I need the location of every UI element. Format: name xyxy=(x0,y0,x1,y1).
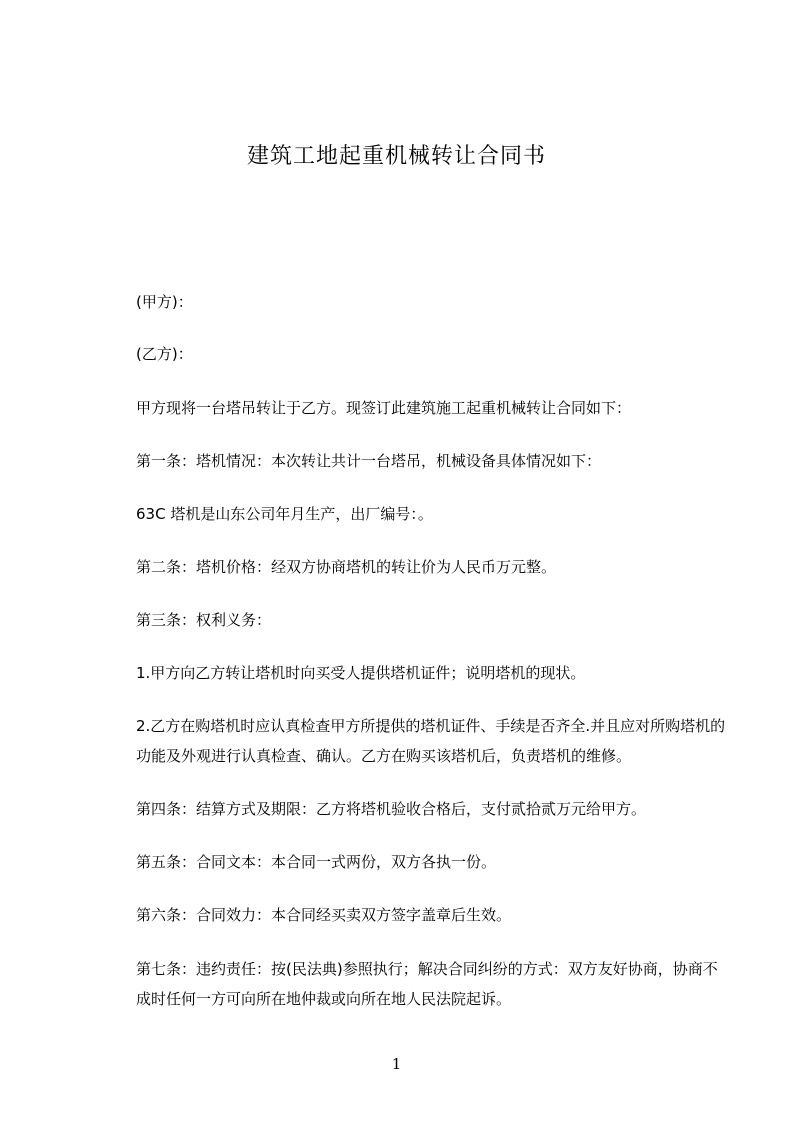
party-a-line: (甲方)： xyxy=(136,293,193,311)
article-4: 第四条：结算方式及期限：乙方将塔机验收合格后，支付贰拾贰万元给甲方。 xyxy=(136,800,647,818)
article-3-item-1: 1.甲方向乙方转让塔机时向买受人提供塔机证件；说明塔机的现状。 xyxy=(136,664,586,682)
article-5: 第五条：合同文本：本合同一式两份，双方各执一份。 xyxy=(136,853,497,871)
article-6: 第六条：合同效力：本合同经买卖双方签字盖章后生效。 xyxy=(136,906,512,924)
document-title: 建筑工地起重机械转让合同书 xyxy=(246,144,546,169)
article-3: 第三条：权利义务： xyxy=(136,611,272,629)
party-b-line: (乙方)： xyxy=(136,345,193,363)
page-number: 1 xyxy=(391,1055,402,1073)
article-3-item-2: 2.乙方在购塔机时应认真检查甲方所提供的塔机证件、手续是否齐全.并且应对所购塔机的功能及外观进行认真检查、确认。乙方在购买该塔机后，负责塔机的维修。 xyxy=(136,717,726,765)
article-2: 第二条：塔机价格：经双方协商塔机的转让价为人民币万元整。 xyxy=(136,558,557,576)
article-7: 第七条：违约责任：按(民法典)参照执行；解决合同纠纷的方式：双方友好协商，协商不成时任何一方可向所在地仲裁或向所在地人民法院起诉。 xyxy=(136,960,718,1008)
intro-paragraph: 甲方现将一台塔吊转让于乙方。现签订此建筑施工起重机械转让合同如下： xyxy=(136,399,632,417)
machine-details: 63C 塔机是山东公司年月生产，出厂编号：。 xyxy=(136,505,433,523)
article-1: 第一条：塔机情况：本次转让共计一台塔吊，机械设备具体情况如下： xyxy=(136,452,602,470)
